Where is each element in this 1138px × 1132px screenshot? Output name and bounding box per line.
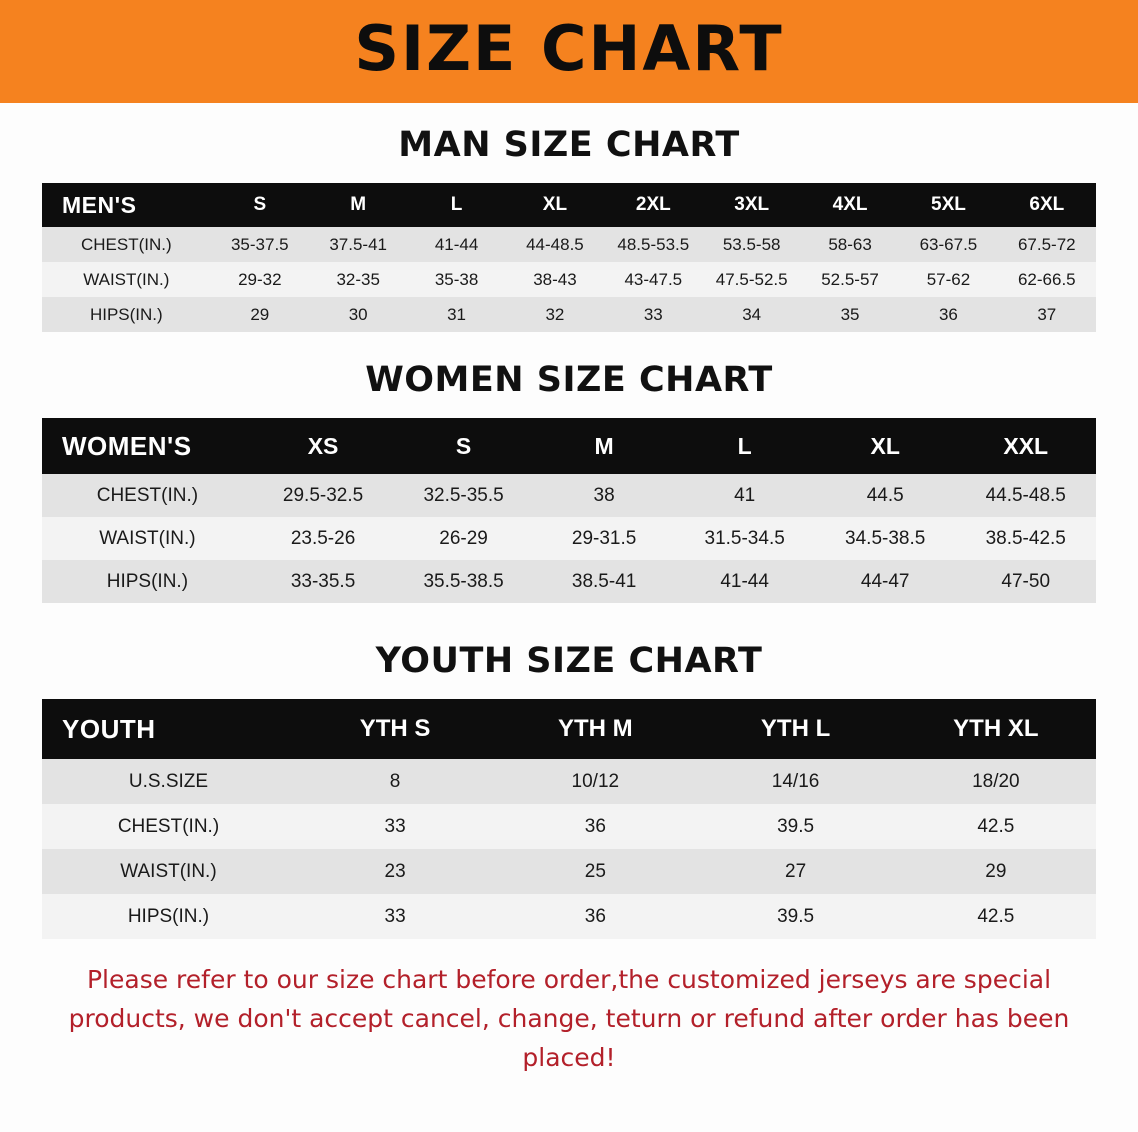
table-cell: 38.5-42.5 [955,517,1096,560]
order-policy-note: Please refer to our size chart before order,the customized jerseys are special products, we don't accept cancel, change, teturn or refund after order has been placed! [68,965,1070,1072]
table-cell: 25 [495,849,695,894]
youth-table-head [42,699,1096,759]
table-cell: 10/12 [495,759,695,804]
table-column-header: M [534,418,675,474]
man-size-table [42,183,1096,332]
table-cell: 58-63 [801,227,899,262]
table-cell: 47-50 [955,560,1096,603]
table-row-label: CHEST(IN.) [42,804,295,849]
table-row [42,297,1096,332]
table-header-row [42,418,1096,474]
table-cell: 29.5-32.5 [253,474,394,517]
table-cell: 29 [896,849,1096,894]
youth-table-body [42,759,1096,939]
table-row-label: CHEST(IN.) [42,474,253,517]
table-cell: 42.5 [896,804,1096,849]
table-row-label: CHEST(IN.) [42,227,211,262]
table-cell: 32.5-35.5 [393,474,534,517]
table-column-header: YTH M [495,699,695,759]
table-header-label: YOUTH [42,699,295,759]
table-cell: 35-38 [407,262,505,297]
man-size-table-wrap [42,183,1096,332]
table-column-header: M [309,183,407,227]
table-column-header: XXL [955,418,1096,474]
women-table-body [42,474,1096,603]
table-column-header: 2XL [604,183,702,227]
table-cell: 36 [495,804,695,849]
table-cell: 37.5-41 [309,227,407,262]
table-row [42,759,1096,804]
table-cell: 32-35 [309,262,407,297]
table-column-header: YTH XL [896,699,1096,759]
table-cell: 18/20 [896,759,1096,804]
table-column-header: YTH L [695,699,895,759]
table-cell: 48.5-53.5 [604,227,702,262]
table-column-header: 4XL [801,183,899,227]
women-table-head [42,418,1096,474]
table-cell: 29-31.5 [534,517,675,560]
table-column-header: L [674,418,815,474]
table-cell: 33 [295,804,495,849]
table-cell: 39.5 [695,804,895,849]
table-cell: 41-44 [407,227,505,262]
table-cell: 23.5-26 [253,517,394,560]
table-column-header: 3XL [703,183,801,227]
table-row [42,804,1096,849]
women-section-heading: WOMEN SIZE CHART [365,360,773,400]
man-table-head [42,183,1096,227]
table-row [42,227,1096,262]
table-column-header: L [407,183,505,227]
table-header-row [42,183,1096,227]
table-cell: 57-62 [899,262,997,297]
table-cell: 35.5-38.5 [393,560,534,603]
table-column-header: S [211,183,309,227]
table-row-label: HIPS(IN.) [42,894,295,939]
table-cell: 31.5-34.5 [674,517,815,560]
table-row [42,262,1096,297]
table-cell: 39.5 [695,894,895,939]
table-cell: 30 [309,297,407,332]
table-cell: 44-47 [815,560,956,603]
youth-size-table [42,699,1096,939]
table-row-label: WAIST(IN.) [42,262,211,297]
table-cell: 41 [674,474,815,517]
table-cell: 47.5-52.5 [703,262,801,297]
table-column-header: XL [815,418,956,474]
table-cell: 34.5-38.5 [815,517,956,560]
table-row-label: U.S.SIZE [42,759,295,804]
table-cell: 63-67.5 [899,227,997,262]
table-cell: 33 [295,894,495,939]
page-banner [0,0,1138,103]
table-cell: 29-32 [211,262,309,297]
man-table-body [42,227,1096,332]
table-cell: 44.5 [815,474,956,517]
table-column-header: XS [253,418,394,474]
table-cell: 44.5-48.5 [955,474,1096,517]
women-size-table [42,418,1096,603]
table-row-label: WAIST(IN.) [42,849,295,894]
table-cell: 33-35.5 [253,560,394,603]
table-cell: 36 [899,297,997,332]
table-cell: 38 [534,474,675,517]
table-column-header: XL [506,183,604,227]
table-cell: 41-44 [674,560,815,603]
table-cell: 62-66.5 [998,262,1096,297]
table-cell: 35 [801,297,899,332]
table-row-label: HIPS(IN.) [42,560,253,603]
table-header-label: MEN'S [42,183,211,227]
table-cell: 38-43 [506,262,604,297]
table-cell: 33 [604,297,702,332]
table-header-label: WOMEN'S [42,418,253,474]
man-section-heading: MAN SIZE CHART [398,125,740,165]
table-cell: 8 [295,759,495,804]
table-cell: 52.5-57 [801,262,899,297]
table-cell: 29 [211,297,309,332]
table-cell: 42.5 [896,894,1096,939]
table-cell: 27 [695,849,895,894]
table-cell: 43-47.5 [604,262,702,297]
table-row [42,474,1096,517]
table-row [42,894,1096,939]
table-row-label: HIPS(IN.) [42,297,211,332]
table-row [42,517,1096,560]
table-column-header: 5XL [899,183,997,227]
table-column-header: S [393,418,534,474]
table-cell: 67.5-72 [998,227,1096,262]
table-cell: 31 [407,297,505,332]
table-header-row [42,699,1096,759]
table-cell: 37 [998,297,1096,332]
table-cell: 23 [295,849,495,894]
table-cell: 38.5-41 [534,560,675,603]
table-cell: 44-48.5 [506,227,604,262]
table-cell: 35-37.5 [211,227,309,262]
women-size-table-wrap [42,418,1096,603]
table-cell: 34 [703,297,801,332]
table-cell: 53.5-58 [703,227,801,262]
table-cell: 14/16 [695,759,895,804]
table-column-header: YTH S [295,699,495,759]
table-row-label: WAIST(IN.) [42,517,253,560]
table-column-header: 6XL [998,183,1096,227]
table-cell: 26-29 [393,517,534,560]
table-cell: 32 [506,297,604,332]
table-row [42,560,1096,603]
table-row [42,849,1096,894]
table-cell: 36 [495,894,695,939]
page-title: SIZE CHART [354,11,784,85]
youth-section-heading: YOUTH SIZE CHART [375,641,763,681]
youth-size-table-wrap [42,699,1096,939]
